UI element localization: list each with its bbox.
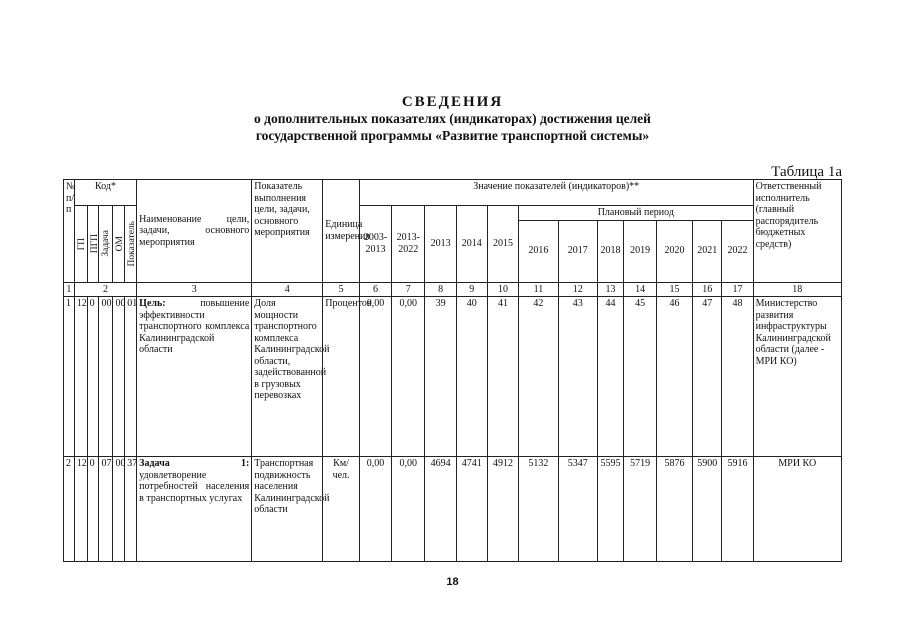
col-header-planned: Плановый период <box>519 206 754 221</box>
row-num: 1 <box>64 297 75 457</box>
col-number: 11 <box>519 282 559 297</box>
col-header-unit: Единица измерения <box>323 180 360 283</box>
row-value: 46 <box>656 297 693 457</box>
row-value: 4912 <box>487 457 518 562</box>
row-value: 0,00 <box>392 297 425 457</box>
row-value: 5916 <box>722 457 753 562</box>
row-unit: Процентов <box>323 297 360 457</box>
col-number: 1 <box>64 282 75 297</box>
row-value: 47 <box>693 297 722 457</box>
row-value: 4694 <box>425 457 456 562</box>
col-header-y2013-2022: 2013-2022 <box>392 206 425 283</box>
col-number: 9 <box>456 282 487 297</box>
row-code-pgp: 0 <box>87 457 99 562</box>
col-number: 12 <box>558 282 597 297</box>
col-header-y2013: 2013 <box>425 206 456 283</box>
page-number: 18 <box>446 576 459 588</box>
col-number: 13 <box>597 282 624 297</box>
row-name-label: Цель: <box>139 298 166 309</box>
row-code-om: 00 <box>113 297 125 457</box>
col-header-y2014: 2014 <box>456 206 487 283</box>
row-value: 48 <box>722 297 753 457</box>
row-value: 5876 <box>656 457 693 562</box>
row-name-text: повышение эффективности транспортного комплекса Калининградской области <box>139 298 250 355</box>
row-code-indicator: 37 <box>125 457 137 562</box>
row-unit: Км/чел. <box>323 457 360 562</box>
row-code-gp: 12 <box>74 457 87 562</box>
col-number: 5 <box>323 282 360 297</box>
col-number: 8 <box>425 282 456 297</box>
row-value: 0,00 <box>392 457 425 562</box>
col-header-y2015: 2015 <box>487 206 518 283</box>
row-num: 2 <box>64 457 75 562</box>
row-name-label: Задача 1: <box>139 458 250 469</box>
row-name <box>137 457 252 562</box>
table-label: Таблица 1а <box>771 164 842 180</box>
col-header-gp: ГП <box>76 237 87 250</box>
col-header-y2019: 2019 <box>624 220 656 282</box>
col-number: 7 <box>392 282 425 297</box>
row-value: 0,00 <box>359 457 391 562</box>
col-header-y2020: 2020 <box>656 220 693 282</box>
row-value: 5900 <box>693 457 722 562</box>
row-value: 44 <box>597 297 624 457</box>
row-value: 41 <box>487 297 518 457</box>
table-row <box>64 457 842 562</box>
row-value: 42 <box>519 297 559 457</box>
table-row <box>64 297 842 457</box>
col-number: 16 <box>693 282 722 297</box>
col-header-y2003-2013: 2003-2013 <box>359 206 391 283</box>
col-header-y2016: 2016 <box>519 220 559 282</box>
document-subtitle-line1: о дополнительных показателях (индикаторах) достижения целей <box>254 111 651 126</box>
row-indicator: Транспортная подвижность населения Калининградской области <box>252 457 323 562</box>
col-header-y2021: 2021 <box>693 220 722 282</box>
col-header-executor: Ответственный исполнитель (главный распорядитель бюджетных средств) <box>753 180 841 283</box>
row-code-gp: 12 <box>74 297 87 457</box>
row-name <box>137 297 252 457</box>
col-number: 4 <box>252 282 323 297</box>
row-value: 5347 <box>558 457 597 562</box>
col-header-name: Наименование цели, задачи, основного мероприятия <box>137 180 252 283</box>
row-code-pgp: 0 <box>87 297 99 457</box>
col-header-task: Задача <box>101 230 112 258</box>
col-header-y2017: 2017 <box>558 220 597 282</box>
col-header-pgp: ПГП <box>89 234 100 254</box>
document-title: СВЕДЕНИЯ <box>401 94 504 110</box>
row-code-om: 00 <box>113 457 125 562</box>
row-value: 4741 <box>456 457 487 562</box>
col-header-values: Значение показателей (индикаторов)** <box>359 180 753 206</box>
row-code-task: 00 <box>99 297 113 457</box>
row-value: 39 <box>425 297 456 457</box>
document-subtitle-line2: государственной программы «Развитие транспортной системы» <box>255 128 650 143</box>
col-number: 15 <box>656 282 693 297</box>
row-value: 45 <box>624 297 656 457</box>
column-number-row <box>64 282 842 297</box>
col-number: 6 <box>359 282 391 297</box>
col-number: 10 <box>487 282 518 297</box>
row-indicator: Доля мощности транспортного комплекса Калининградской области, задействованной в грузовых перевозках <box>252 297 323 457</box>
row-value: 5595 <box>597 457 624 562</box>
col-number: 3 <box>137 282 252 297</box>
indicators-table <box>63 179 842 562</box>
row-code-indicator: 01 <box>125 297 137 457</box>
row-value: 43 <box>558 297 597 457</box>
col-number: 18 <box>753 282 841 297</box>
row-executor: Министерство развития инфраструктуры Калининградской области (далее - МРИ КО) <box>753 297 841 457</box>
col-header-indicator-code: Показатель <box>127 221 138 267</box>
col-header-y2018: 2018 <box>597 220 624 282</box>
row-value: 5132 <box>519 457 559 562</box>
col-header-num: № п/п <box>64 180 75 283</box>
row-name-text: удовлетворение потребностей населения в транспортных услугах <box>139 469 250 504</box>
row-value: 0,00 <box>359 297 391 457</box>
col-header-y2022: 2022 <box>722 220 753 282</box>
col-header-code: Код* <box>74 180 136 206</box>
row-code-task: 07 <box>99 457 113 562</box>
col-number: 17 <box>722 282 753 297</box>
row-value: 5719 <box>624 457 656 562</box>
col-header-indicator: Показатель выполнения цели, задачи, основного мероприятия <box>252 180 323 283</box>
row-value: 40 <box>456 297 487 457</box>
row-executor: МРИ КО <box>753 457 841 562</box>
col-number: 14 <box>624 282 656 297</box>
col-header-om: ОМ <box>115 236 126 252</box>
col-number: 2 <box>74 282 136 297</box>
